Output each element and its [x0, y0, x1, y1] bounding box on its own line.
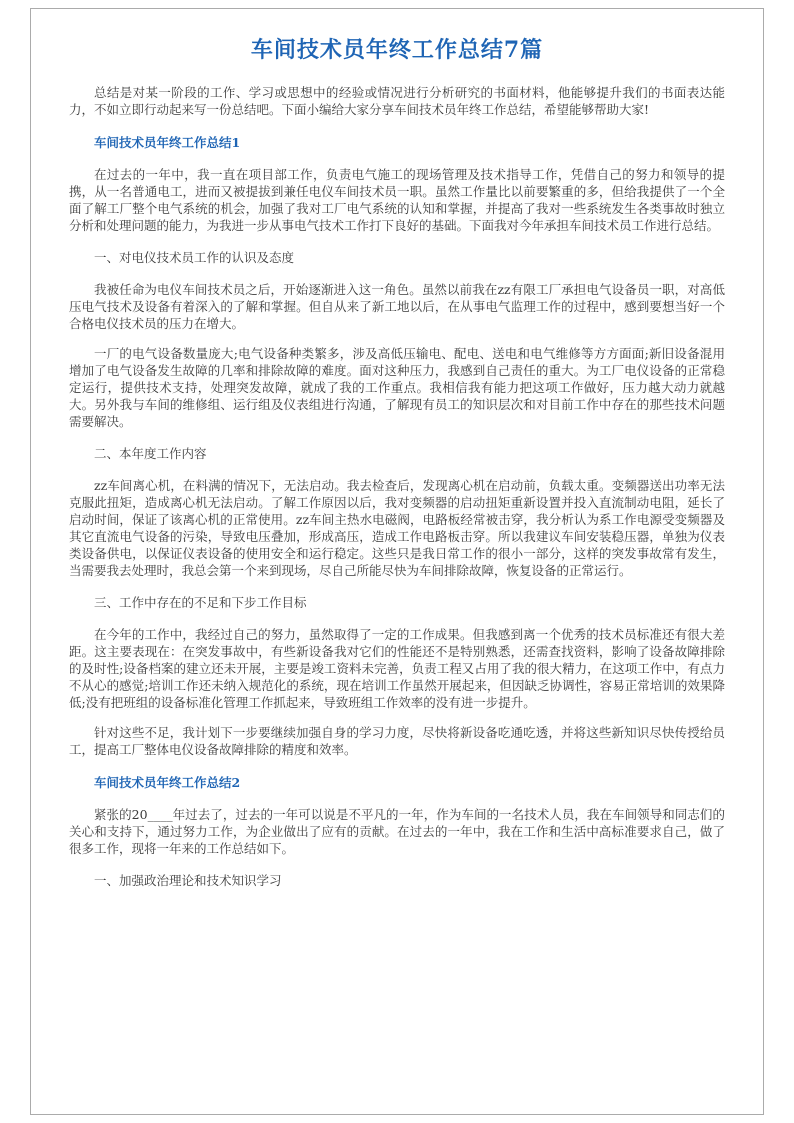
section-heading-summary-1: 车间技术员年终工作总结1 — [94, 135, 241, 150]
subheading-1-political-theory-study: 一、加强政治理论和技术知识学习 — [94, 873, 282, 888]
paragraph: 我被任命为电仪车间技术员之后，开始逐渐进入这一角色。虽然以前我在zz有限工厂承担电气设备员一职，对高低压电气技术及设备有着深入的了解和掌握。但自从来了新工地以后，在从事电气监理工作的过程中，感到要想当好一个合格电仪技术员的压力在增大。 — [69, 282, 725, 331]
paragraph: 在过去的一年中，我一直在项目部工作，负责电气施工的现场管理及技术指导工作，凭借自己的努力和领导的提携，从一名普通电工，进而又被提拔到兼任电仪车间技术员一职。虽然工作量比以前要繁重的多，但给我提供了一个全面了解工厂整个电气系统的机会，加强了我对工厂电气系统的认知和掌握，并提高了我对一些系统发生各类事故时独立分析和处理问题的能力，为我进一步从事电气技术工作打下良好的基础。下面我对今年承担车间技术员工作进行总结。 — [69, 167, 725, 233]
paragraph: 针对这些不足，我计划下一步要继续加强自身的学习力度，尽快将新设备吃通吃透，并将这些新知识尽快传授给员工，提高工厂整体电仪设备故障排除的精度和效率。 — [69, 725, 725, 757]
paragraph: zz车间离心机，在料满的情况下，无法启动。我去检查后，发现离心机在启动前，负载太重。变频器送出功率无法克服此扭矩，造成离心机无法启动。了解工作原因以后，我对变频器的启动扭矩重新设置并投入直流制动电阻，延长了启动时间，保证了该离心机的正常使用。zz车间主热水电磁阀，电路板经常被击穿，我分析认为系工作电源受变频器及其它直流电气设备的污染，导致电压叠加，形成高压，造成工作电路板击穿。所以我建议车间安装稳压器，单独为仪表类设备供电，以保证仪表设备的使用安全和运行稳定。这些只是我日常工作的很小一部分，这样的突发事故常有发生，当需要我去处理时，我总会第一个来到现场，尽自己所能尽快为车间排除故障，恢复设备的正常运行。 — [69, 478, 725, 578]
subheading-1-understanding-attitude: 一、对电仪技术员工作的认识及态度 — [94, 250, 295, 265]
paragraph: 紧张的20____年过去了，过去的一年可以说是不平凡的一年，作为车间的一名技术人员，我在车间领导和同志们的关心和支持下，通过努力工作，为企业做出了应有的贡献。在过去的一年中，我在工作和生活中高标准要求自己，做了很多工作，现将一年来的工作总结如下。 — [69, 807, 725, 856]
subheading-3-shortcomings-goals: 三、工作中存在的不足和下步工作目标 — [94, 595, 307, 610]
subheading-2-annual-work-content: 二、本年度工作内容 — [94, 446, 207, 461]
paragraph: 一厂的电气设备数量庞大;电气设备种类繁多，涉及高低压输电、配电、送电和电气维修等方方面面;新旧设备混用增加了电气设备发生故障的几率和排除故障的难度。面对这种压力，我感到自己责任的重大。为工厂电仪设备的正常稳定运行，提供技术支持，处理突发故障，就成了我的工作重点。我相信我有能力把这项工作做好，压力越大动力就越大。另外我与车间的维修组、运行组及仪表组进行沟通，了解现有员工的知识层次和对目前工作中存在的那些技术问题需要解决。 — [69, 346, 725, 429]
paragraph: 在今年的工作中，我经过自己的努力，虽然取得了一定的工作成果。但我感到离一个优秀的技术员标准还有很大差距。这主要表现在：在突发事故中，有些新设备我对它们的性能还不是特别熟悉，还需查找资料，影响了设备故障排除的及时性;设备档案的建立还未开展，主要是竣工资料未完善，负责工程又占用了我的很大精力，在这项工作中，有点力不从心的感觉;培训工作还未纳入规范化的系统，现在培训工作虽然开展起来，但因缺乏协调性，容易正常培训的效果降低;没有把班组的设备标准化管理工作抓起来，导致班组工作效率的没有进一步提升。 — [69, 627, 725, 710]
section-heading-summary-2: 车间技术员年终工作总结2 — [94, 775, 241, 790]
document-content — [31, 9, 763, 1114]
intro-paragraph: 总结是对某一阶段的工作、学习或思想中的经验或情况进行分析研究的书面材料，他能够提升我们的书面表达能力，不如立即行动起来写一份总结吧。下面小编给大家分享车间技术员年终工作总结，希望能够帮助大家! — [69, 85, 725, 117]
document-title: 车间技术员年终工作总结7篇 — [250, 37, 544, 63]
